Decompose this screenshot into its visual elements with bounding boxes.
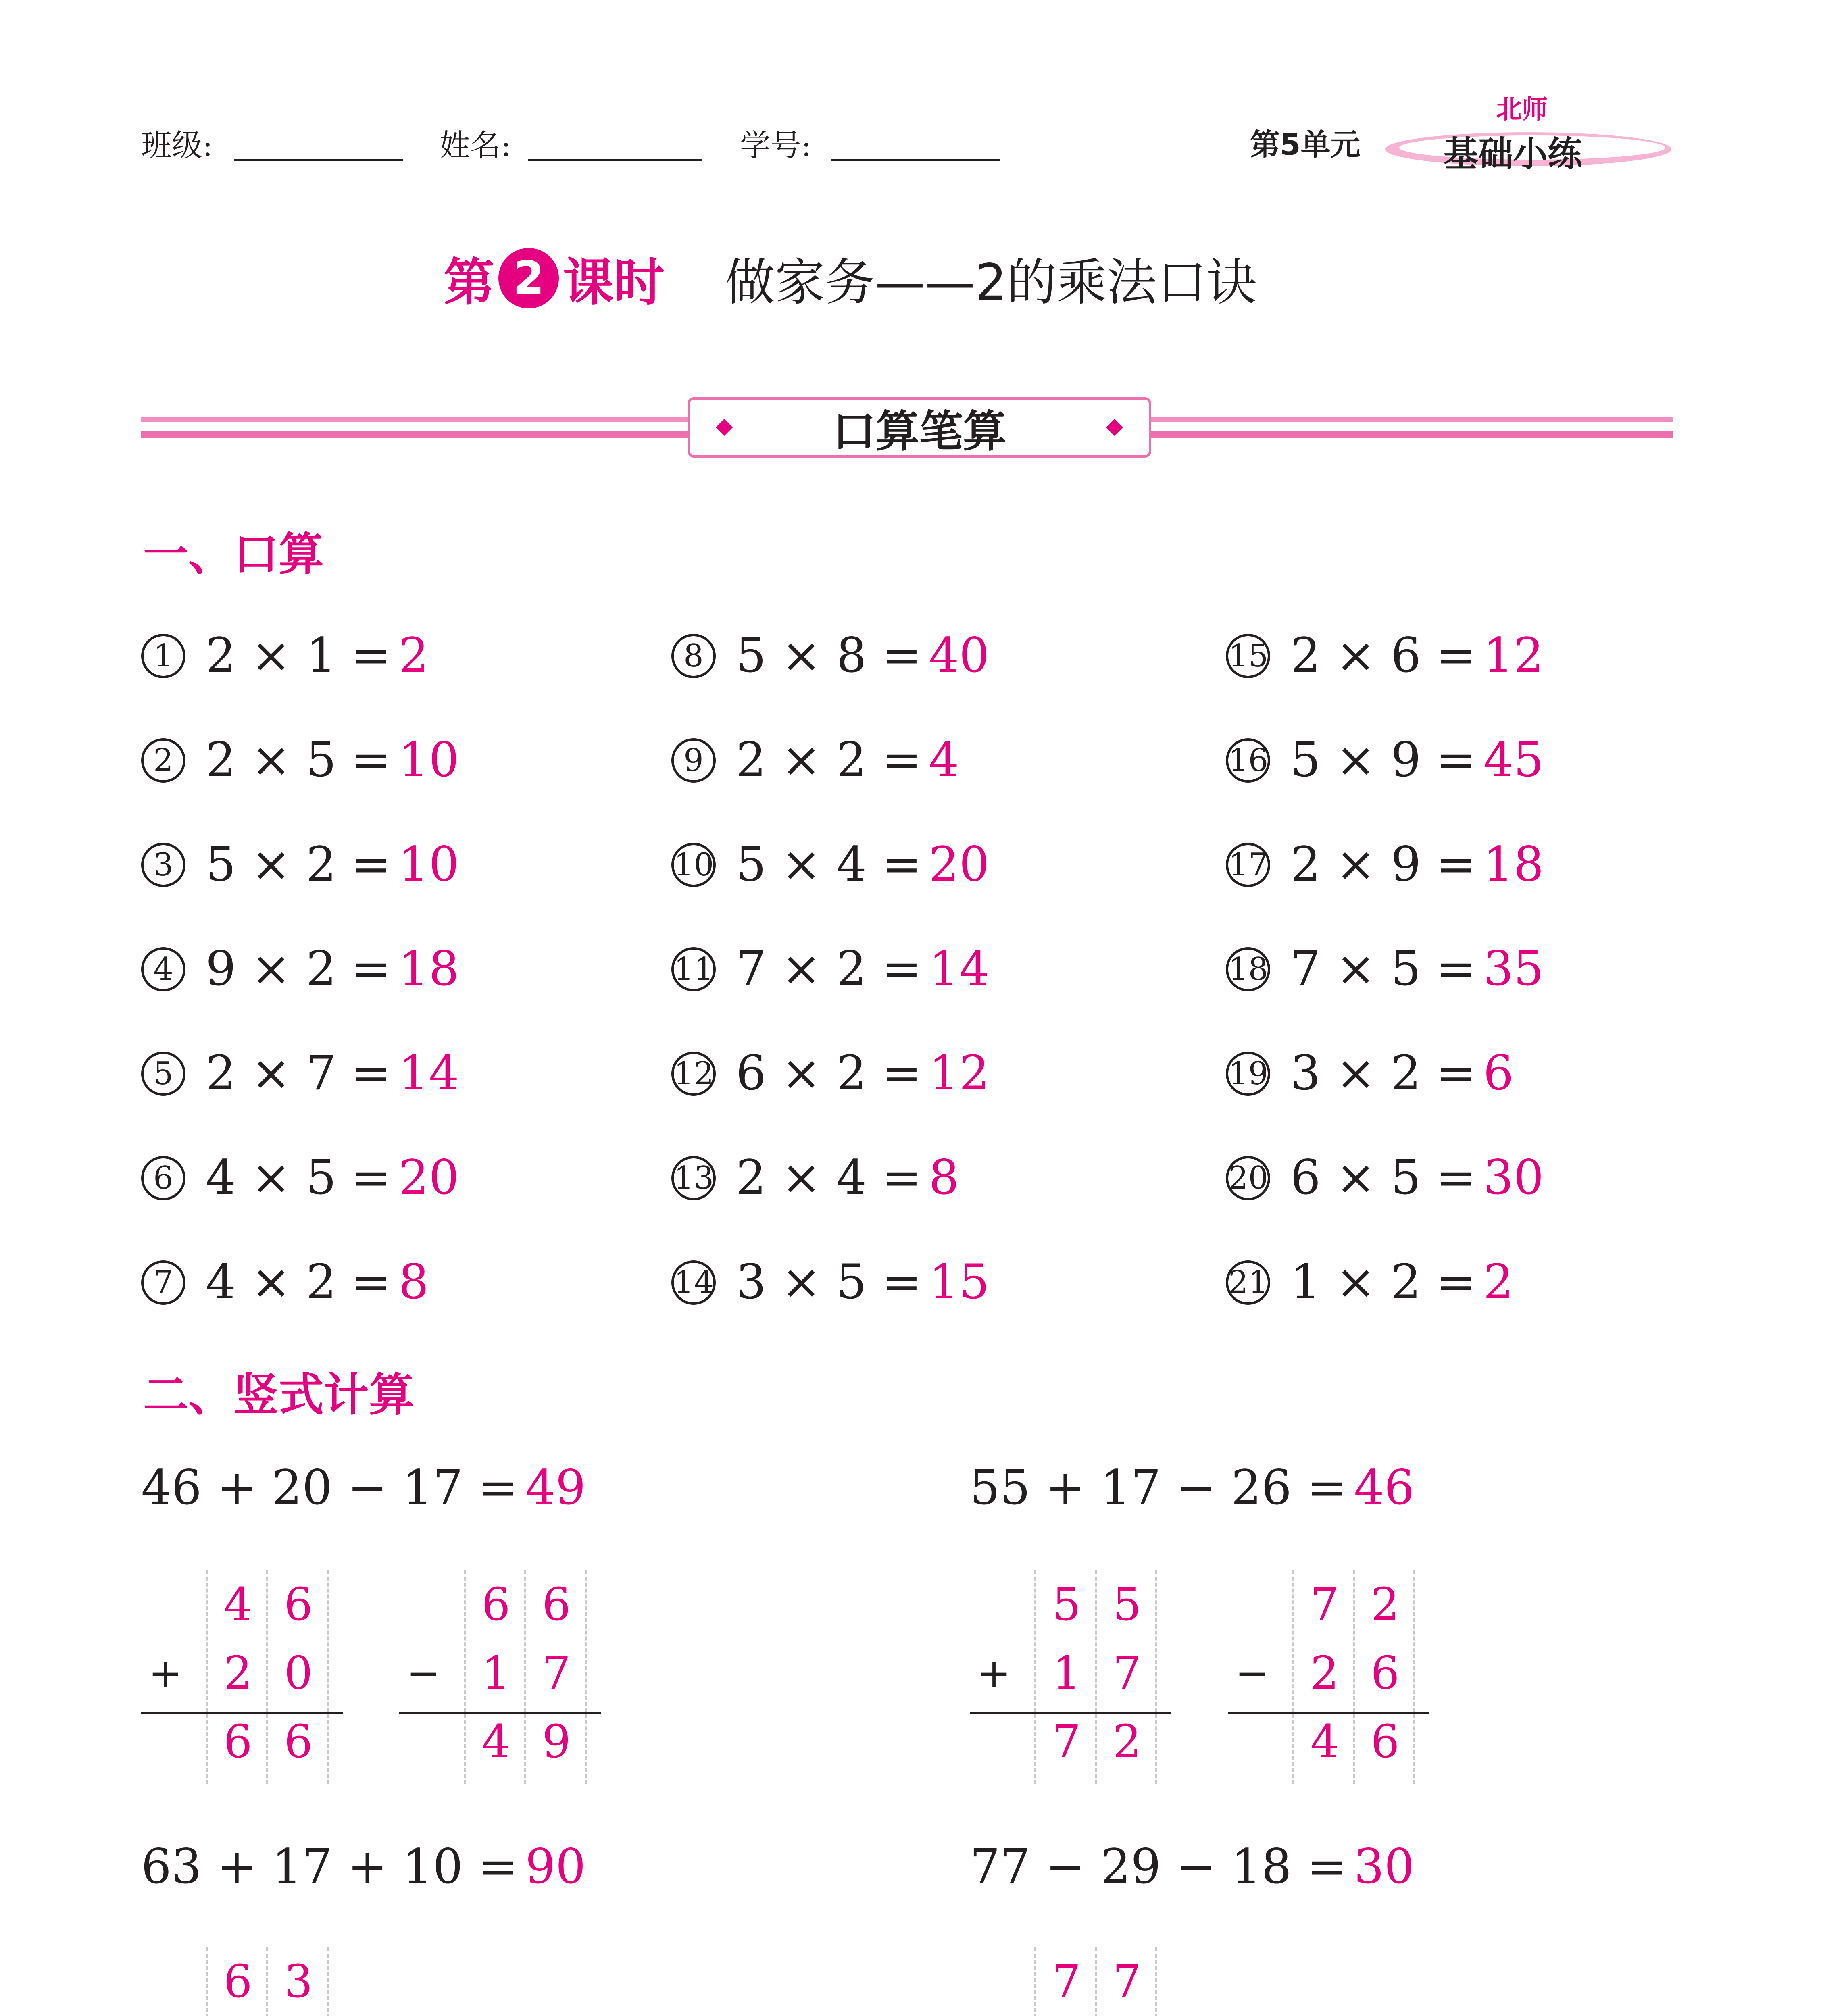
expression-text: 55 + 17 − 26 = [970, 1460, 1347, 1515]
class-field[interactable] [234, 159, 403, 161]
expression-text: 63 + 17 + 10 = [141, 1839, 518, 1894]
problem-number: 14 [671, 1260, 716, 1305]
problem-expression: 7 × 5 = [1290, 941, 1476, 996]
calc-digit: 3 [284, 1956, 313, 2008]
expression-answer[interactable]: 49 [525, 1460, 586, 1515]
problem-answer[interactable]: 6 [1483, 1045, 1514, 1101]
problem-expression: 5 × 9 = [1290, 732, 1476, 787]
vertical-problem-expression [970, 1839, 1415, 1894]
oral-problem [1226, 731, 1544, 788]
page-title: 做家务——2的乘法口诀 [725, 254, 1257, 312]
problem-answer[interactable]: 8 [398, 1254, 429, 1310]
problem-answer[interactable]: 20 [398, 1150, 459, 1205]
lesson-title-row [444, 242, 1257, 314]
oral-problem [671, 1254, 990, 1310]
calc-digit: 7 [1310, 1579, 1339, 1631]
problem-number: 15 [1226, 634, 1270, 678]
calc-digit: 6 [284, 1579, 313, 1631]
problem-number: 2 [141, 738, 185, 783]
calc-digit[interactable]: 2 [1113, 1716, 1142, 1768]
id-label: 学号: [740, 127, 812, 163]
problem-answer[interactable]: 18 [1483, 836, 1544, 892]
expression-answer[interactable]: 30 [1354, 1839, 1415, 1894]
problem-number: 4 [141, 947, 185, 991]
expression-answer[interactable]: 90 [525, 1839, 586, 1894]
calc-digit[interactable]: 4 [481, 1716, 510, 1768]
problem-number: 21 [1226, 1260, 1270, 1305]
calc-digit: 2 [1310, 1647, 1339, 1699]
banner-band-right-top [1149, 417, 1673, 422]
problem-answer[interactable]: 8 [929, 1150, 959, 1205]
problem-number: 11 [671, 947, 716, 991]
problem-answer[interactable]: 35 [1483, 941, 1544, 996]
lesson-prefix: 第 [444, 252, 494, 312]
calc-digit: 0 [284, 1647, 313, 1699]
calc-digit: 2 [1371, 1579, 1400, 1631]
problem-answer[interactable]: 30 [1483, 1150, 1544, 1205]
problem-number: 8 [671, 634, 716, 678]
oral-problem [671, 731, 959, 788]
vertical-calc-block [141, 1570, 343, 1784]
problem-answer[interactable]: 14 [929, 941, 990, 996]
problem-expression: 6 × 5 = [1290, 1150, 1476, 1205]
problem-expression: 2 × 2 = [736, 732, 922, 787]
problem-number: 13 [671, 1156, 716, 1200]
vertical-problem-expression [141, 1460, 586, 1515]
expression-answer[interactable]: 46 [1354, 1460, 1415, 1515]
oral-problem [1226, 1045, 1514, 1101]
problem-expression: 5 × 4 = [736, 836, 922, 892]
plus-sign: + [977, 1649, 1011, 1697]
diamond-icon [716, 419, 733, 436]
problem-answer[interactable]: 10 [398, 732, 459, 787]
problem-expression: 7 × 2 = [736, 941, 922, 996]
problem-expression: 4 × 5 = [206, 1150, 392, 1205]
minus-sign: − [1235, 1649, 1269, 1697]
problem-expression: 3 × 2 = [1290, 1045, 1476, 1101]
expression-text: 77 − 29 − 18 = [970, 1839, 1347, 1894]
problem-number: 19 [1226, 1052, 1270, 1096]
problem-answer[interactable]: 12 [929, 1045, 990, 1101]
calc-digit: 2 [223, 1647, 252, 1699]
problem-answer[interactable]: 12 [1483, 627, 1544, 683]
oral-problem [671, 1149, 959, 1206]
calc-digit[interactable]: 6 [284, 1716, 313, 1768]
problem-number: 17 [1226, 843, 1270, 887]
problem-answer[interactable]: 18 [398, 941, 459, 996]
problem-expression: 2 × 5 = [206, 732, 392, 787]
section-title: 口算笔算 [832, 406, 1006, 457]
oral-problem [141, 627, 429, 683]
calc-digit: 7 [1113, 1956, 1142, 2008]
problem-number: 20 [1226, 1156, 1270, 1200]
problem-expression: 2 × 4 = [736, 1150, 922, 1205]
vertical-calc-block [970, 1570, 1171, 1784]
problem-expression: 2 × 9 = [1290, 836, 1476, 892]
problem-expression: 2 × 7 = [206, 1045, 392, 1101]
calc-digit: 7 [1113, 1647, 1142, 1699]
oral-problem [141, 1045, 459, 1101]
calc-digit[interactable]: 6 [1371, 1716, 1400, 1768]
problem-answer[interactable]: 40 [929, 627, 990, 683]
unit-label: 第5单元 [1250, 127, 1361, 162]
oral-problem [141, 836, 459, 892]
oral-problem [141, 1254, 429, 1310]
oral-problem [1226, 836, 1544, 892]
oral-problem [1226, 627, 1544, 683]
name-field[interactable] [528, 159, 702, 161]
part1-title: 一、口算 [143, 528, 324, 581]
oral-problem [141, 940, 459, 997]
calc-digit: 6 [223, 1956, 252, 2008]
problem-number: 1 [141, 634, 185, 678]
problem-number: 9 [671, 738, 716, 783]
problem-answer[interactable]: 2 [1483, 1254, 1514, 1310]
brand-top: 北师 [1496, 95, 1548, 125]
vertical-calc-block [141, 1947, 343, 2016]
calc-digit[interactable]: 7 [1052, 1716, 1081, 1768]
class-label: 班级: [141, 127, 213, 163]
vertical-calc-block [970, 1947, 1171, 2016]
calc-digit: 6 [481, 1579, 510, 1631]
calc-digit: 7 [1052, 1956, 1081, 2008]
problem-answer[interactable]: 15 [929, 1254, 990, 1310]
vertical-calc-block [399, 1570, 601, 1784]
calc-digit[interactable]: 9 [542, 1716, 571, 1768]
problem-expression: 3 × 5 = [736, 1254, 922, 1310]
problem-expression: 2 × 6 = [1290, 627, 1476, 683]
problem-answer[interactable]: 2 [398, 627, 429, 683]
problem-number: 5 [141, 1052, 185, 1096]
calc-digit: 6 [542, 1579, 571, 1631]
oral-problem [671, 1045, 990, 1101]
banner-band-left-bottom [141, 431, 690, 438]
part2-title: 二、竖式计算 [143, 1369, 414, 1421]
expression-text: 46 + 20 − 17 = [141, 1460, 518, 1515]
section-banner [688, 397, 1151, 458]
problem-answer[interactable]: 45 [1483, 732, 1544, 787]
problem-number: 3 [141, 843, 185, 887]
problem-expression: 6 × 2 = [736, 1045, 922, 1101]
calc-digit: 1 [481, 1647, 510, 1699]
lesson-suffix: 课时 [563, 252, 665, 312]
problem-number: 16 [1226, 738, 1270, 783]
calc-digit[interactable]: 4 [1310, 1716, 1339, 1768]
oral-problem [671, 940, 990, 997]
problem-expression: 2 × 1 = [206, 627, 392, 683]
problem-number: 6 [141, 1156, 185, 1200]
oral-problem [141, 1149, 459, 1206]
minus-sign: − [406, 1649, 440, 1697]
problem-expression: 5 × 2 = [206, 836, 392, 892]
calc-digit: 6 [1371, 1647, 1400, 1699]
problem-number: 18 [1226, 947, 1270, 991]
problem-number: 7 [141, 1260, 185, 1305]
diamond-icon [1106, 419, 1123, 436]
vertical-calc-block [1228, 1570, 1429, 1784]
lesson-number-badge: 2 [498, 248, 559, 308]
problem-expression: 4 × 2 = [206, 1254, 392, 1310]
brand-main: 基础小练 [1444, 134, 1582, 174]
problem-expression: 9 × 2 = [206, 941, 392, 996]
vertical-problem-expression [141, 1839, 586, 1894]
problem-expression: 5 × 8 = [736, 627, 922, 683]
oral-problem [141, 731, 459, 788]
calc-digit: 7 [542, 1647, 571, 1699]
problem-answer[interactable]: 14 [398, 1045, 459, 1101]
oral-problem [1226, 940, 1544, 997]
problem-answer[interactable]: 20 [929, 836, 990, 892]
calc-digit: 5 [1052, 1579, 1081, 1631]
calc-digit[interactable]: 6 [223, 1716, 252, 1768]
brand-logo [1379, 95, 1677, 174]
oral-problem [1226, 1254, 1514, 1310]
banner-band-right-bottom [1149, 431, 1673, 438]
banner-band-left-top [141, 417, 690, 422]
id-field[interactable] [831, 159, 1000, 161]
problem-answer[interactable]: 4 [929, 732, 959, 787]
calc-digit: 5 [1113, 1579, 1142, 1631]
problem-answer[interactable]: 10 [398, 836, 459, 892]
calc-digit: 1 [1052, 1647, 1081, 1699]
oral-problem [1226, 1149, 1544, 1206]
calc-digit: 4 [223, 1579, 252, 1631]
name-label: 姓名: [440, 127, 511, 163]
oral-problem [671, 836, 990, 892]
oral-problem [671, 627, 990, 683]
plus-sign: + [148, 1649, 182, 1697]
problem-number: 12 [671, 1052, 716, 1096]
vertical-problem-expression [970, 1460, 1415, 1515]
problem-expression: 1 × 2 = [1290, 1254, 1476, 1310]
problem-number: 10 [671, 843, 716, 887]
